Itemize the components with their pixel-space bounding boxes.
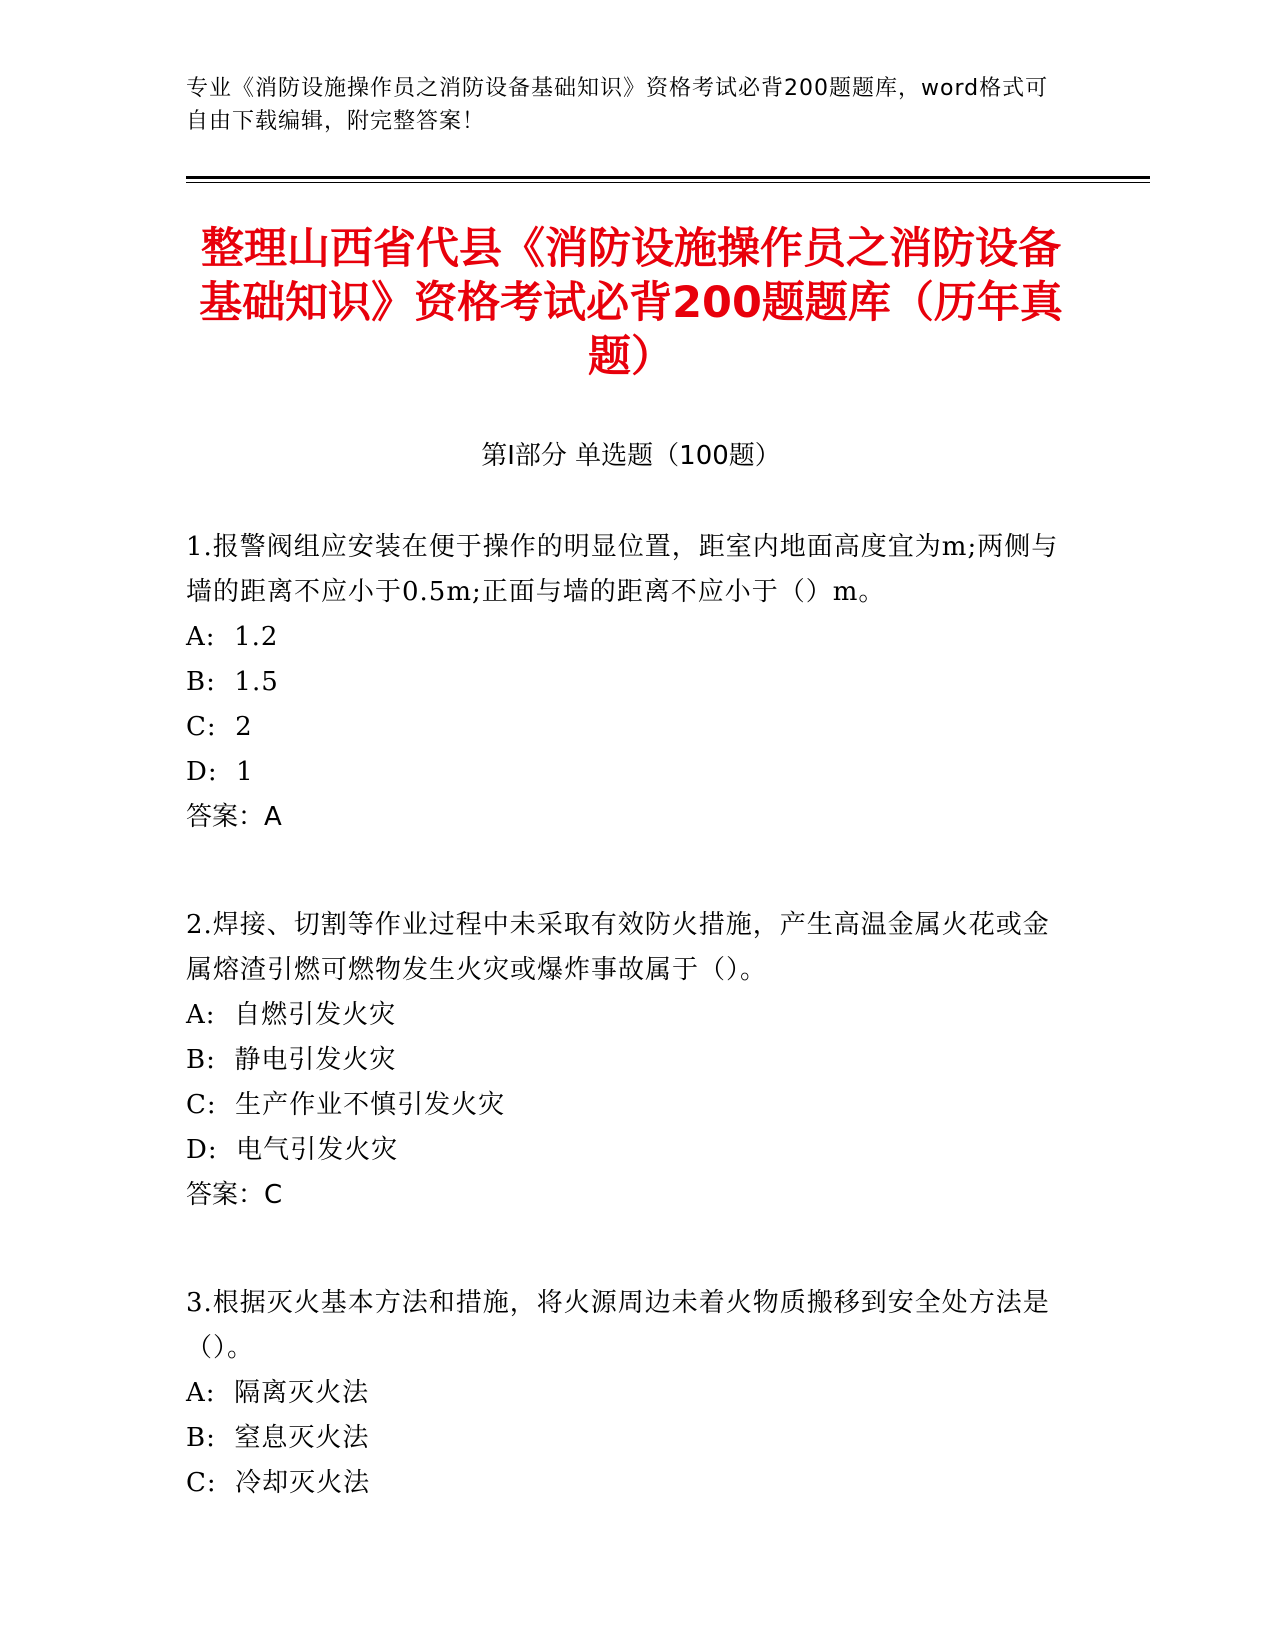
- option-a: A: 自燃引发火灾: [186, 1000, 397, 1030]
- document-title: 整理山西省代县《消防设施操作员之消防设备基础知识》资格考试必背200题题库（历年真题）: [199, 224, 1063, 382]
- header-divider-thin: [186, 182, 1150, 183]
- question-list: [186, 525, 1066, 1506]
- option-c: C: 冷却灭火法: [186, 1468, 371, 1498]
- answer-label: 答案：C: [186, 1180, 283, 1210]
- section-title: 第Ⅰ部分 单选题（100题）: [481, 441, 781, 471]
- question-1: [186, 525, 1066, 840]
- option-d: D: 电气引发火灾: [186, 1135, 399, 1165]
- option-d: D: 1: [186, 757, 254, 787]
- question-stem: 1.报警阀组应安装在便于操作的明显位置，距室内地面高度宜为m;两侧与墙的距离不应小于0.5m;正面与墙的距离不应小于（）m。: [186, 532, 1059, 607]
- question-stem: 2.焊接、切割等作业过程中未采取有效防火措施，产生高温金属火花或金属熔渣引燃可燃物发生火灾或爆炸事故属于（）。: [186, 910, 1050, 985]
- header-divider-thick: [186, 176, 1150, 179]
- header-note: 专业《消防设施操作员之消防设备基础知识》资格考试必背200题题库，word格式可自由下载编辑，附完整答案！: [186, 76, 1049, 134]
- answer-label: 答案：A: [186, 802, 282, 832]
- question-3: [186, 1281, 1066, 1506]
- question-2: [186, 903, 1066, 1218]
- option-b: B: 静电引发火灾: [186, 1045, 397, 1075]
- option-a: A: 隔离灭火法: [186, 1378, 370, 1408]
- option-c: C: 2: [186, 712, 253, 742]
- option-c: C: 生产作业不慎引发火灾: [186, 1090, 506, 1120]
- option-b: B: 1.5: [186, 667, 279, 697]
- question-stem: 3.根据灭火基本方法和措施，将火源周边未着火物质搬移到安全处方法是（）。: [186, 1288, 1050, 1363]
- option-a: A: 1.2: [186, 622, 279, 652]
- option-b: B: 窒息灭火法: [186, 1423, 370, 1453]
